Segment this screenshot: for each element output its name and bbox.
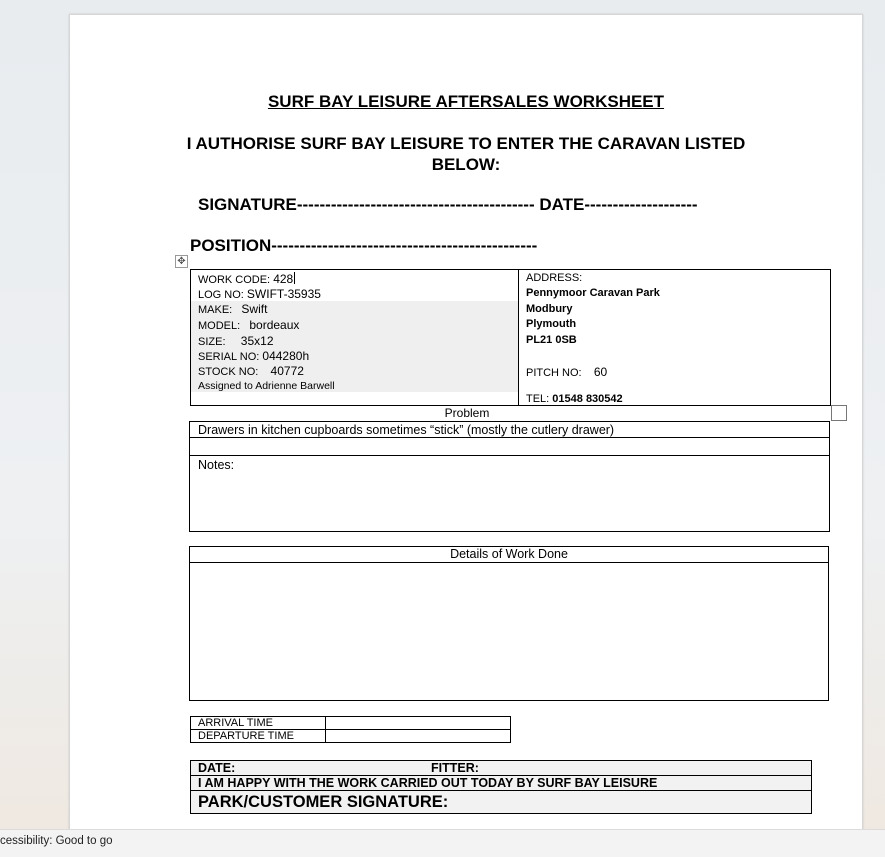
model-value[interactable]: bordeaux bbox=[249, 318, 300, 332]
document-title: SURF BAY LEISURE AFTERSALES WORKSHEET bbox=[267, 92, 665, 111]
size-row bbox=[198, 334, 274, 348]
caravan-details-cell[interactable] bbox=[191, 270, 519, 405]
pitch-value[interactable]: 60 bbox=[593, 365, 608, 379]
date-label: DATE: bbox=[198, 761, 236, 775]
arrival-time-label: ARRIVAL TIME bbox=[191, 717, 326, 730]
date-fitter-row bbox=[191, 761, 811, 776]
size-label: SIZE: bbox=[198, 336, 226, 348]
status-bar bbox=[0, 829, 885, 857]
work-done-table[interactable] bbox=[189, 546, 829, 701]
log-no-label: LOG NO: bbox=[198, 289, 244, 301]
accessibility-status[interactable]: cessibility: Good to go bbox=[0, 835, 113, 847]
authorise-statement: I AUTHORISE SURF BAY LEISURE TO ENTER THE CARAVAN LISTED BELOW: bbox=[186, 134, 746, 174]
departure-time-field[interactable] bbox=[326, 730, 511, 743]
happy-row bbox=[191, 776, 811, 791]
assigned-to: Assigned to Adrienne Barwell bbox=[198, 380, 335, 392]
make-label: MAKE: bbox=[198, 304, 233, 316]
notes-label: Notes: bbox=[198, 458, 235, 472]
address-line-1: Pennymoor Caravan Park bbox=[526, 287, 660, 299]
address-line-3: Plymouth bbox=[526, 318, 577, 330]
tel-label: TEL: bbox=[526, 393, 550, 405]
size-value[interactable]: 35x12 bbox=[240, 334, 274, 348]
customer-signature-label: PARK/CUSTOMER SIGNATURE: bbox=[198, 793, 449, 811]
document-page[interactable] bbox=[69, 14, 863, 846]
problem-description[interactable]: Drawers in kitchen cupboards sometimes “stick” (mostly the cutlery drawer) bbox=[198, 423, 615, 437]
address-line-2: Modbury bbox=[526, 303, 573, 315]
happy-statement: I AM HAPPY WITH THE WORK CARRIED OUT TODAY BY SURF BAY LEISURE bbox=[198, 776, 658, 790]
tel-row bbox=[526, 393, 623, 405]
problem-heading: Problem bbox=[444, 406, 490, 420]
stock-label: STOCK NO: bbox=[198, 366, 259, 378]
table-resize-handle[interactable] bbox=[831, 405, 847, 421]
model-label: MODEL: bbox=[198, 320, 241, 332]
caravan-details-table bbox=[190, 269, 831, 406]
pitch-label: PITCH NO: bbox=[526, 367, 582, 379]
address-label: ADDRESS: bbox=[526, 272, 583, 284]
tel-value: 01548 830542 bbox=[552, 393, 623, 405]
serial-row bbox=[198, 349, 309, 363]
text-cursor bbox=[294, 272, 295, 284]
signoff-table[interactable] bbox=[190, 760, 812, 814]
problem-table[interactable] bbox=[189, 421, 830, 532]
serial-value[interactable]: 044280h bbox=[262, 349, 310, 363]
serial-label: SERIAL NO: bbox=[198, 351, 260, 363]
work-code-value[interactable]: 428 bbox=[273, 272, 294, 286]
stock-row bbox=[198, 364, 304, 378]
pitch-row bbox=[526, 365, 607, 379]
make-row bbox=[198, 302, 267, 316]
table-move-handle-icon[interactable]: ✥ bbox=[175, 255, 188, 268]
position-line: POSITION----------------------------------------------- bbox=[190, 236, 538, 255]
log-no-row bbox=[198, 287, 321, 301]
divider bbox=[190, 455, 829, 456]
divider bbox=[190, 437, 829, 438]
departure-time-label: DEPARTURE TIME bbox=[191, 730, 326, 743]
fitter-label: FITTER: bbox=[431, 761, 479, 775]
work-done-heading: Details of Work Done bbox=[190, 547, 828, 563]
work-code-label: WORK CODE: bbox=[198, 274, 271, 286]
arrival-time-field[interactable] bbox=[326, 717, 511, 730]
work-code-row bbox=[198, 272, 295, 286]
log-no-value[interactable]: SWIFT-35935 bbox=[246, 287, 321, 301]
model-row bbox=[198, 318, 299, 332]
make-value[interactable]: Swift bbox=[241, 302, 268, 316]
stock-value[interactable]: 40772 bbox=[270, 364, 304, 378]
signature-date-line: SIGNATURE------------------------------------------ DATE-------------------- bbox=[198, 195, 698, 214]
address-postcode: PL21 0SB bbox=[526, 334, 577, 346]
address-cell[interactable] bbox=[519, 270, 830, 405]
times-table bbox=[190, 716, 511, 743]
